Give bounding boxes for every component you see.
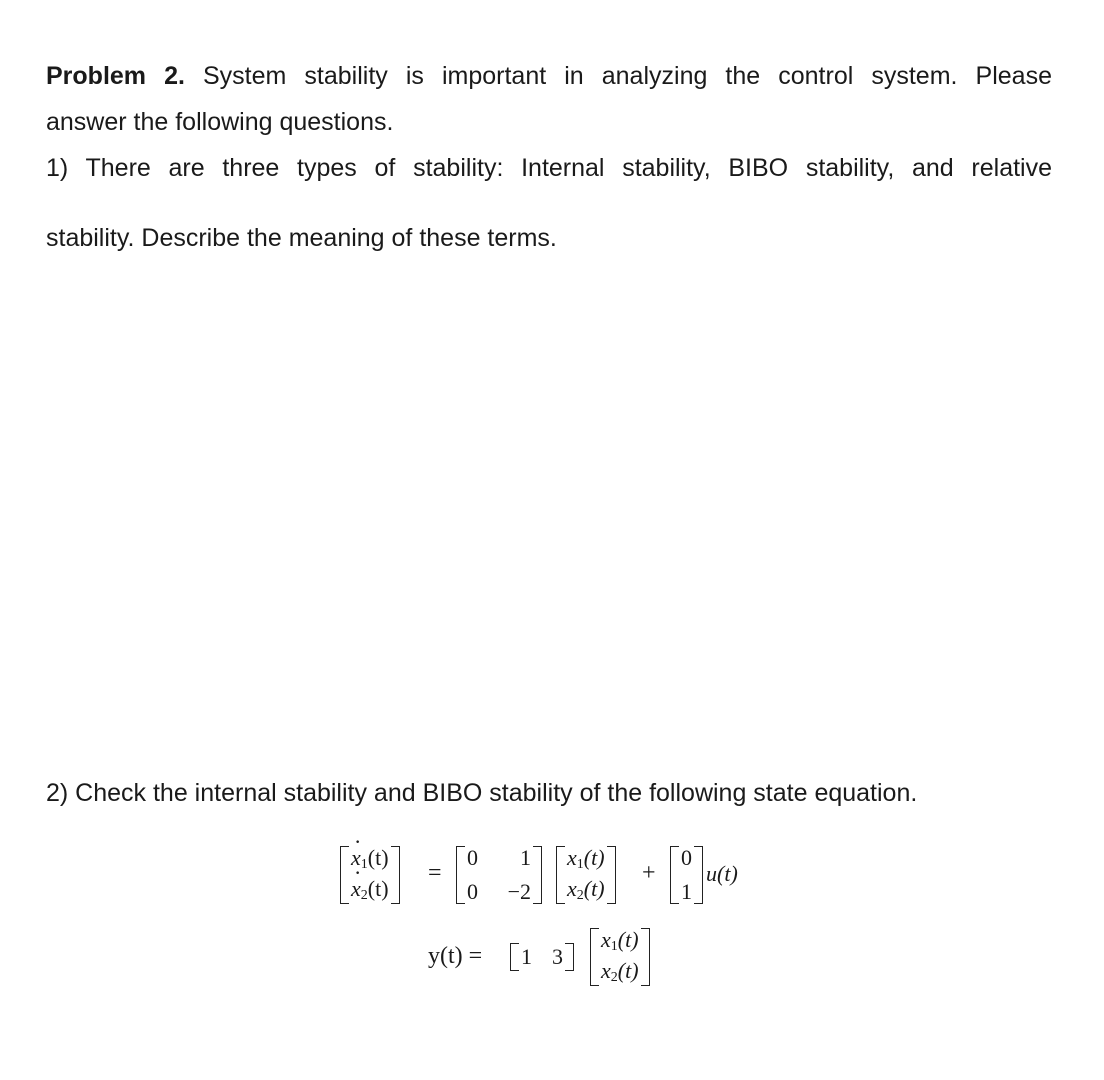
output-state-entry-2: $x_2(t)$ bbox=[601, 958, 639, 985]
plus-sign: + bbox=[642, 860, 656, 886]
state-vector bbox=[556, 846, 616, 904]
c-2: 3 bbox=[552, 944, 563, 969]
matrix-a bbox=[456, 846, 542, 904]
equals-sign: = bbox=[428, 860, 442, 886]
a-21: 0 bbox=[467, 879, 478, 904]
problem-intro-text: System stability is important in analyzing the control system. Please bbox=[203, 62, 1052, 90]
problem-label: Problem 2. bbox=[46, 62, 185, 90]
problem-intro-line-2: answer the following questions. bbox=[46, 108, 394, 136]
a-11: 0 bbox=[467, 845, 478, 870]
matrix-c bbox=[510, 943, 574, 971]
question-2-text: 2) Check the internal stability and BIBO stability of the following state equation. bbox=[46, 779, 918, 807]
b-1: 0 bbox=[681, 845, 692, 870]
question-1-line-1: 1) There are three types of stability: Internal stability, BIBO stability, and relative bbox=[46, 154, 1052, 182]
output-lhs: y(t) = bbox=[428, 943, 483, 969]
a-12: 1 bbox=[520, 845, 531, 870]
lhs-state-derivative-vector bbox=[340, 846, 400, 904]
a-22: −2 bbox=[507, 879, 531, 904]
state-entry-2: $x_2(t)$ bbox=[567, 876, 605, 903]
lhs-entry-1: · $x_1(t)$ bbox=[351, 846, 389, 877]
lhs-entry-2: · $x_2(t)$ bbox=[351, 877, 389, 908]
matrix-b bbox=[670, 846, 703, 904]
output-state-entry-1: $x_1(t)$ bbox=[601, 927, 639, 954]
input-term: u(t) bbox=[706, 861, 738, 886]
output-state-vector bbox=[590, 928, 650, 986]
b-2: 1 bbox=[681, 879, 692, 904]
state-entry-1: $x_1(t)$ bbox=[567, 845, 605, 872]
c-1: 1 bbox=[521, 944, 532, 969]
question-1-line-2: stability. Describe the meaning of these terms. bbox=[46, 224, 557, 252]
